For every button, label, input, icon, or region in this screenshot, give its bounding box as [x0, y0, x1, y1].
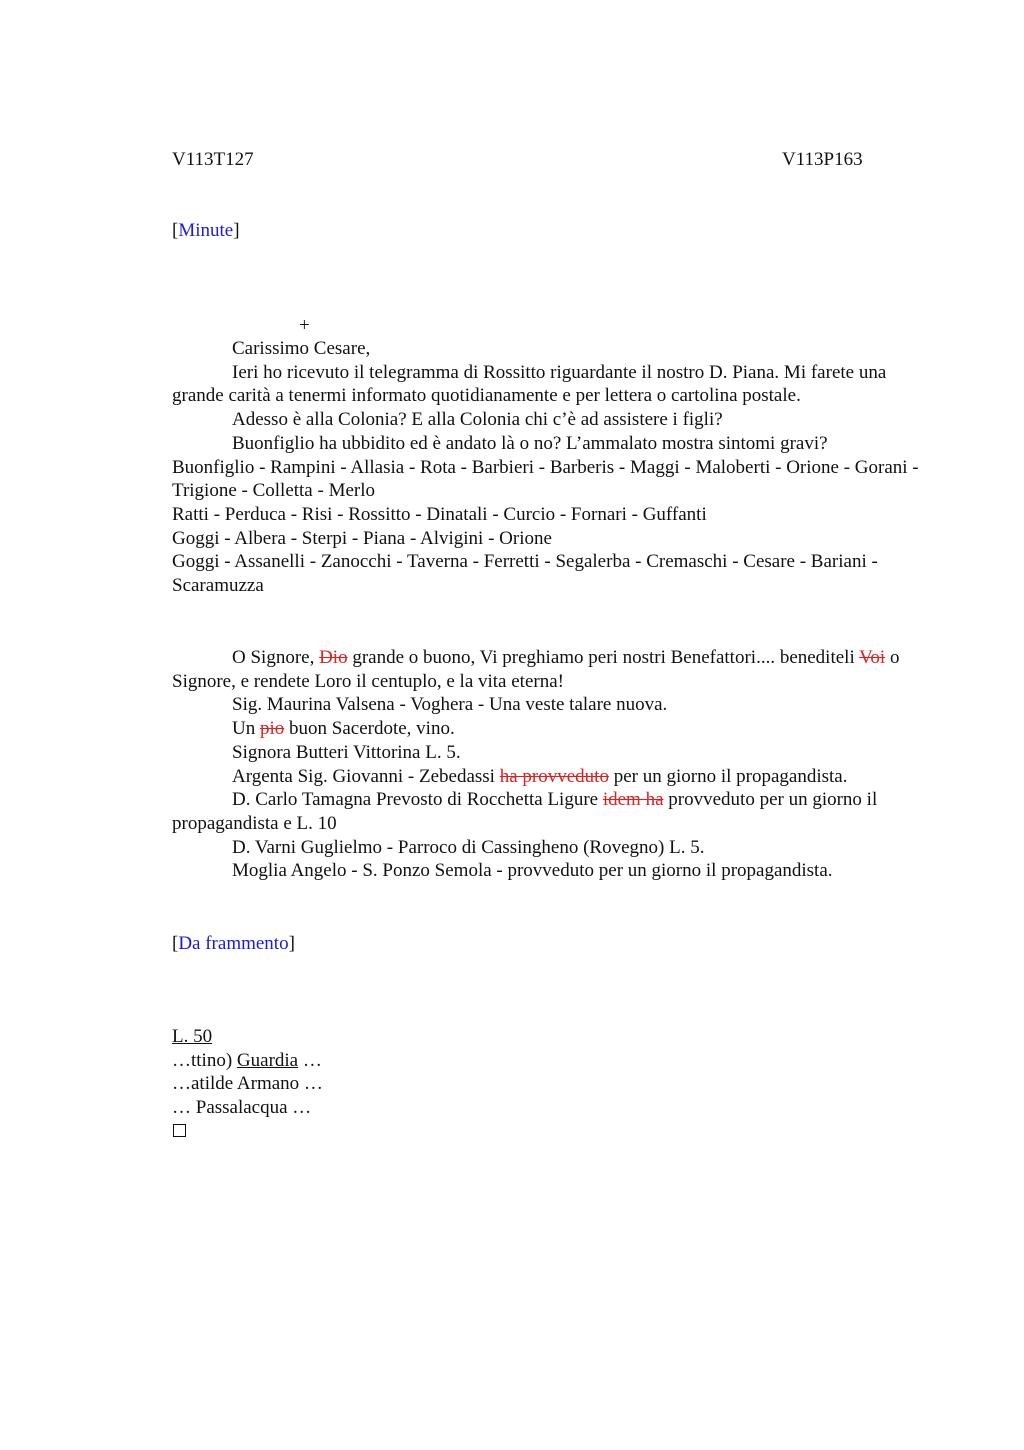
fragment-line-3: … Passalacqua …: [172, 1097, 312, 1119]
fragment-amount: L. 50: [172, 1026, 213, 1047]
prayer-paragraph: [172, 646, 932, 693]
names-line-2: Ratti - Perduca - Risi - Rossitto - Dinatali - Curcio - Fornari - Guffanti: [172, 503, 707, 525]
letter-paragraph-1: Ieri ho ricevuto il telegramma di Rossitto riguardante il nostro D. Piana. Mi farete una grande carità a tenermi informato quotidianamente e per lettera o cartolina postale.: [172, 361, 887, 407]
names-line-4: Goggi - Assanelli - Zanocchi - Taverna - Ferretti - Segalerba - Cremaschi - Cesare - Bariani - Scaramuzza: [172, 551, 878, 597]
benefactor-text: per un giorno il propagandista.: [608, 765, 848, 787]
benefactor-item: Signora Butteri Vittorina L. 5.: [232, 741, 461, 763]
fragment-line-2: …atilde Armano …: [172, 1073, 323, 1095]
names-line-1: Buonfiglio - Rampini - Allasia - Rota - Barbieri - Barberis - Maggi - Maloberti - Orione - Gorani - Trigione - Colletta - Merlo: [172, 456, 919, 502]
benefactor-item: Moglia Angelo - S. Ponzo Semola - provveduto per un giorno il propagandista.: [232, 860, 833, 882]
benefactor-item: Sig. Maurina Valsena - Voghera - Una veste talare nuova.: [232, 694, 668, 716]
fragment-text: …: [298, 1049, 322, 1071]
benefactor-item: [172, 765, 932, 789]
letter-paragraph-3: Buonfiglio ha ubbidito ed è andato là o no? L’ammalato mostra sintomi gravi?: [232, 432, 828, 454]
salutation: Carissimo Cesare,: [232, 338, 371, 359]
deleted-word: idem ha: [602, 789, 664, 811]
names-line-3: Goggi - Albera - Sterpi - Piana - Alvigini - Orione: [172, 527, 552, 549]
deleted-word: pio: [259, 718, 285, 740]
letter-paragraph-2: Adesso è alla Colonia? E alla Colonia chi c’è ad assistere i figli?: [232, 409, 723, 431]
section-label-fragment: Da frammento: [178, 933, 289, 954]
prayer-text-b: grande o buono, Vi preghiamo peri nostri Benefattori.... benediteli: [347, 647, 860, 668]
benefactor-text: buon Sacerdote, vino.: [284, 718, 455, 740]
benefactor-text: Un: [232, 718, 260, 740]
benefactor-text: Argenta Sig. Giovanni - Zebedassi: [232, 765, 500, 787]
deleted-word: ha provveduto: [499, 765, 609, 787]
benefactor-text: D. Carlo Tamagna Prevosto di Rocchetta Ligure: [232, 789, 603, 811]
document-code-left: V113T127: [172, 149, 254, 170]
deleted-word: Voi: [859, 647, 886, 668]
prayer-text-c: o Signore, e rendete Loro il centuplo, e la vita eterna!: [172, 647, 900, 692]
document-code-right: V113P163: [782, 149, 863, 170]
letter-body: [172, 337, 932, 598]
section-heading-fragment: [Da frammento]: [172, 933, 295, 954]
cross-symbol: +: [299, 315, 310, 336]
prayer-text-a: O Signore,: [232, 647, 320, 668]
fragment-line-1: [172, 1049, 932, 1073]
end-box-symbol: [173, 1124, 186, 1137]
prayer-section: [172, 646, 932, 883]
section-label-minute: Minute: [178, 220, 234, 241]
section-heading-minute: [Minute]: [172, 220, 240, 241]
benefactor-item: [172, 717, 932, 741]
fragment-underlined-word: Guardia: [236, 1049, 299, 1071]
fragment-text: …ttino): [172, 1049, 237, 1071]
fragment-section: [172, 1025, 932, 1120]
benefactor-item: [172, 788, 932, 835]
benefactor-item: D. Varni Guglielmo - Parroco di Cassingheno (Rovegno) L. 5.: [232, 836, 705, 858]
benefactor-text: provveduto per un giorno il propagandista e L. 10: [172, 789, 878, 834]
deleted-word: Dio: [319, 647, 348, 668]
